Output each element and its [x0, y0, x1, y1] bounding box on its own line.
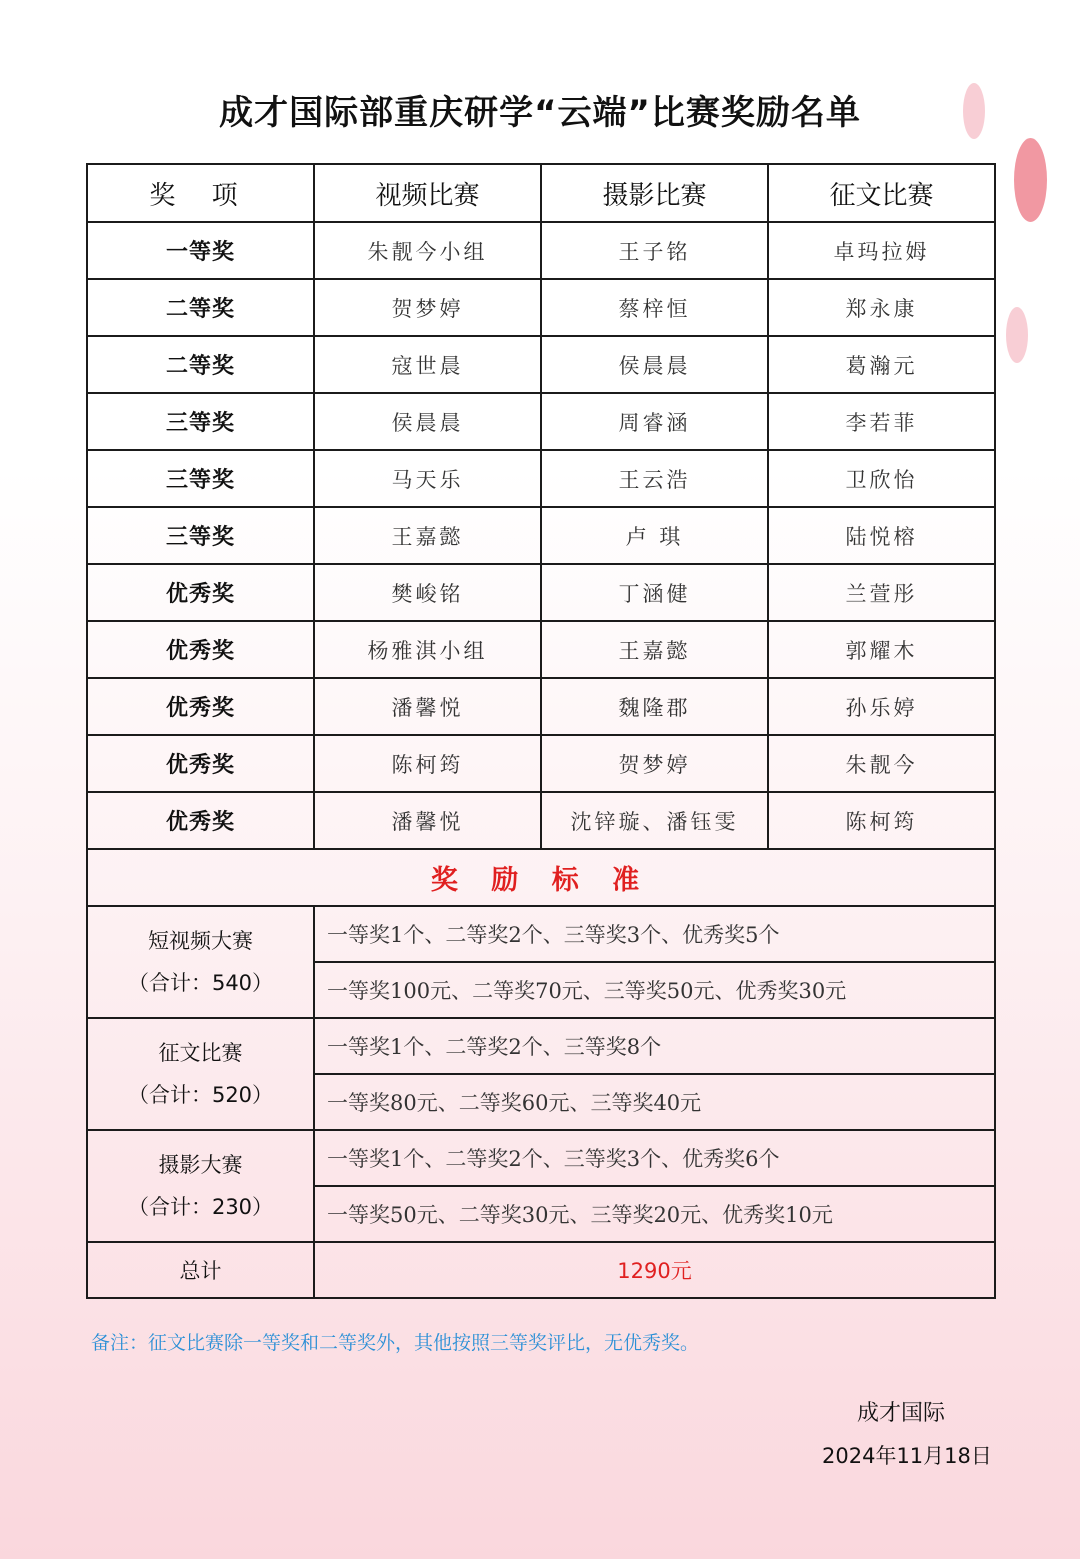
signature-date: 2024年11月18日	[822, 1444, 992, 1468]
winner-cell: 李若菲	[768, 393, 995, 450]
winner-cell: 周睿涵	[541, 393, 768, 450]
award-level-cell: 优秀奖	[87, 735, 314, 792]
winner-cell: 葛瀚元	[768, 336, 995, 393]
contest-name-cell	[87, 1018, 314, 1130]
standard-row	[87, 906, 995, 962]
standard-row	[87, 1130, 995, 1186]
winner-cell: 沈锌璇、潘钰雯	[541, 792, 768, 849]
winner-cell: 侯晨晨	[541, 336, 768, 393]
remark-note: 备注：征文比赛除一等奖和二等奖外，其他按照三等奖评比，无优秀奖。	[91, 1332, 700, 1354]
winner-cell: 丁涵健	[541, 564, 768, 621]
table-header-row	[87, 164, 995, 222]
award-level-cell: 三等奖	[87, 507, 314, 564]
standard-detail-cell: 一等奖1个、二等奖2个、三等奖3个、优秀奖5个	[314, 906, 995, 962]
winner-cell: 孙乐婷	[768, 678, 995, 735]
winner-cell: 樊峻铭	[314, 564, 541, 621]
winner-cell: 马天乐	[314, 450, 541, 507]
winner-cell: 陈柯筠	[768, 792, 995, 849]
total-amount: 1290元	[314, 1242, 995, 1298]
winner-cell: 郭耀木	[768, 621, 995, 678]
contest-subtotal: （合计：230）	[127, 1195, 274, 1219]
winner-cell: 郑永康	[768, 279, 995, 336]
table-row	[87, 450, 995, 507]
winner-cell: 潘馨悦	[314, 792, 541, 849]
winner-cell: 王云浩	[541, 450, 768, 507]
winner-cell: 兰萱彤	[768, 564, 995, 621]
table-row	[87, 621, 995, 678]
award-level-cell: 优秀奖	[87, 792, 314, 849]
table-row	[87, 507, 995, 564]
winner-cell: 贺梦婷	[314, 279, 541, 336]
winner-cell: 卓玛拉姆	[768, 222, 995, 279]
total-row	[87, 1242, 995, 1298]
winner-cell: 杨雅淇小组	[314, 621, 541, 678]
table-row	[87, 393, 995, 450]
standard-detail-cell: 一等奖80元、二等奖60元、三等奖40元	[314, 1074, 995, 1130]
winner-cell: 朱靓今小组	[314, 222, 541, 279]
award-level-cell: 三等奖	[87, 393, 314, 450]
table-row	[87, 678, 995, 735]
standard-detail-cell: 一等奖1个、二等奖2个、三等奖8个	[314, 1018, 995, 1074]
winner-cell: 蔡梓恒	[541, 279, 768, 336]
winner-cell: 侯晨晨	[314, 393, 541, 450]
standard-row	[87, 1018, 995, 1074]
winner-cell: 魏隆郡	[541, 678, 768, 735]
awards-table	[86, 163, 996, 1299]
standards-section-row	[87, 849, 995, 906]
contest-name-cell	[87, 1130, 314, 1242]
award-level-cell: 优秀奖	[87, 678, 314, 735]
signature-org: 成才国际	[857, 1401, 946, 1426]
contest-name: 征文比赛	[158, 1041, 243, 1065]
header-photo: 摄影比赛	[541, 164, 768, 222]
contest-name: 摄影大赛	[158, 1153, 243, 1177]
award-level-cell: 一等奖	[87, 222, 314, 279]
award-level-cell: 二等奖	[87, 279, 314, 336]
winner-cell: 王嘉懿	[541, 621, 768, 678]
total-label: 总计	[87, 1242, 314, 1298]
standard-detail-cell: 一等奖50元、二等奖30元、三等奖20元、优秀奖10元	[314, 1186, 995, 1242]
contest-subtotal: （合计：520）	[127, 1083, 274, 1107]
table-row	[87, 564, 995, 621]
award-level-cell: 三等奖	[87, 450, 314, 507]
winner-cell: 陈柯筠	[314, 735, 541, 792]
table-row	[87, 735, 995, 792]
page-title: 成才国际部重庆研学“云端”比赛奖励名单	[219, 93, 861, 133]
winner-cell: 王嘉懿	[314, 507, 541, 564]
header-essay: 征文比赛	[768, 164, 995, 222]
winner-cell: 王子铭	[541, 222, 768, 279]
award-level-cell: 优秀奖	[87, 564, 314, 621]
contest-subtotal: （合计：540）	[127, 971, 274, 995]
winner-cell: 卢 琪	[541, 507, 768, 564]
table-row	[87, 222, 995, 279]
winner-cell: 寇世晨	[314, 336, 541, 393]
header-award: 奖 项	[87, 164, 314, 222]
winner-cell: 贺梦婷	[541, 735, 768, 792]
decorative-petal	[1014, 138, 1047, 222]
winner-cell: 朱靓今	[768, 735, 995, 792]
winner-cell: 卫欣怡	[768, 450, 995, 507]
contest-name-cell	[87, 906, 314, 1018]
table-row	[87, 279, 995, 336]
award-level-cell: 优秀奖	[87, 621, 314, 678]
award-level-cell: 二等奖	[87, 336, 314, 393]
contest-name: 短视频大赛	[148, 929, 253, 953]
header-video: 视频比赛	[314, 164, 541, 222]
winner-cell: 陆悦榕	[768, 507, 995, 564]
standard-detail-cell: 一等奖1个、二等奖2个、三等奖3个、优秀奖6个	[314, 1130, 995, 1186]
winner-cell: 潘馨悦	[314, 678, 541, 735]
table-row	[87, 336, 995, 393]
standard-detail-cell: 一等奖100元、二等奖70元、三等奖50元、优秀奖30元	[314, 962, 995, 1018]
decorative-petal	[1006, 307, 1028, 363]
standards-section-title: 奖 励 标 准	[87, 849, 995, 906]
table-row	[87, 792, 995, 849]
